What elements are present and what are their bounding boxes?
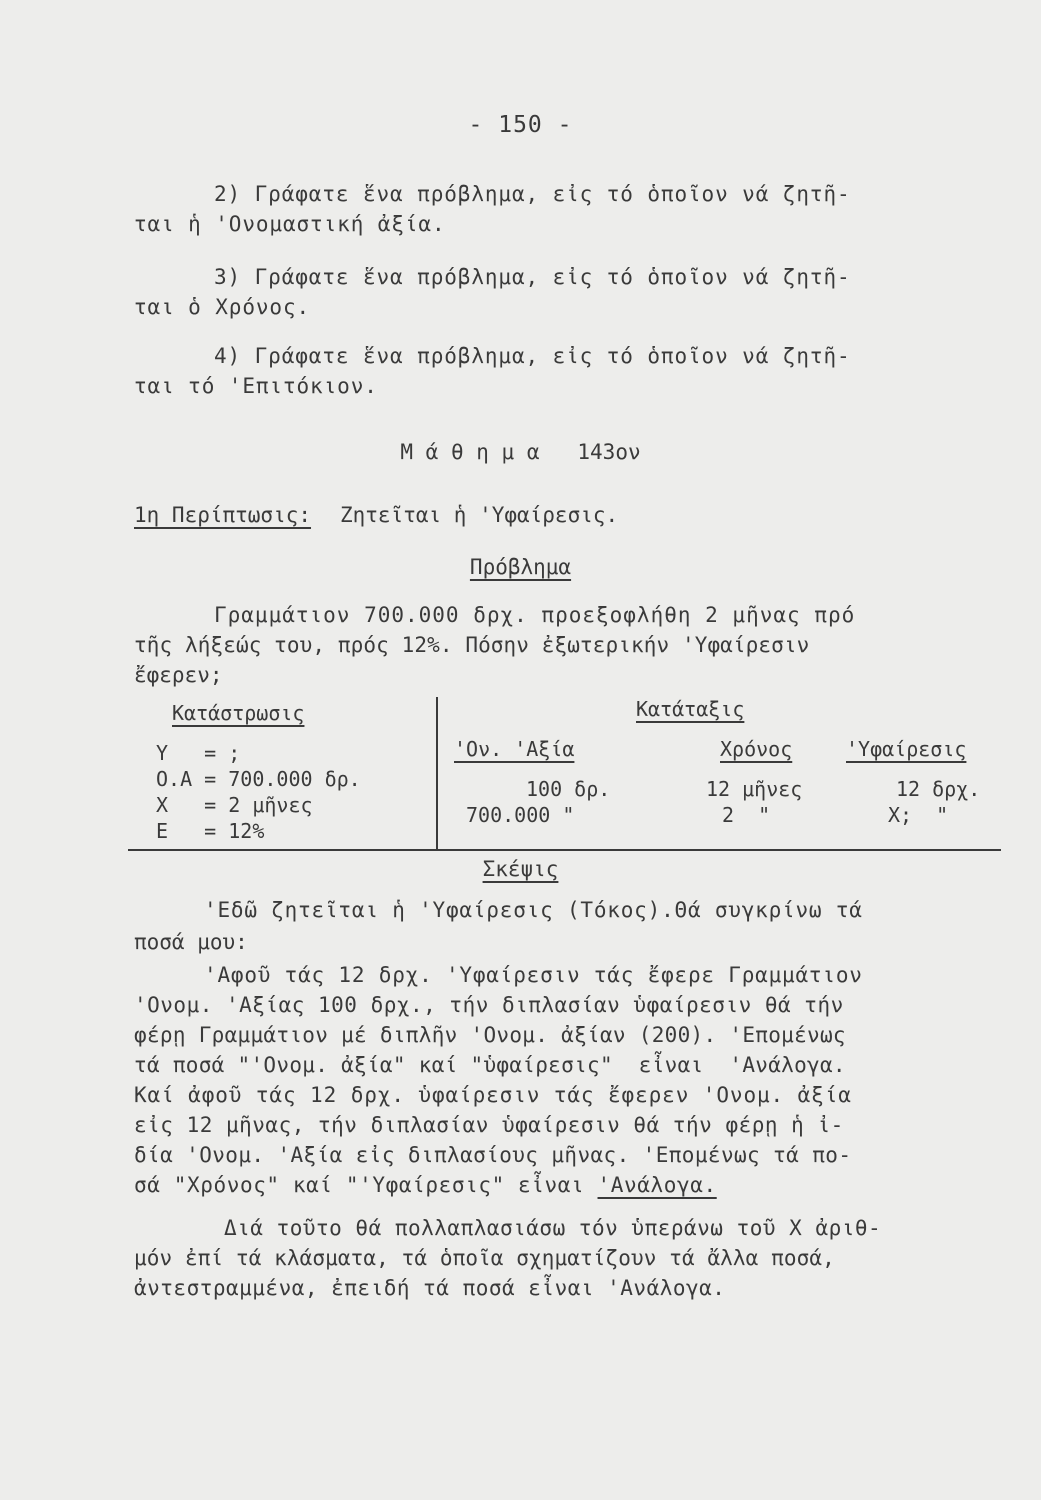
exercise-2-line-1: 2) Γράφατε ἕνα πρόβλημα, εἰς τό ὁποῖον νά ζητῆ- bbox=[214, 182, 851, 206]
thinking-line: 'Ονομ. 'Αξίας 100 δρχ., τήν διπλασίαν ὑφαίρεσιν θά τήν bbox=[134, 993, 844, 1017]
thinking-line: δία 'Ονομ. 'Αξία εἰς διπλασίους μῆνας. 'Επομένως τά πο- bbox=[134, 1143, 852, 1167]
problem-line: τῆς λήξεώς του, πρός 12%. Πόσην ἐξωτερικήν 'Υφαίρεσιν bbox=[134, 633, 810, 657]
column-header-discount: 'Υφαίρεσις bbox=[846, 737, 967, 761]
lesson-title: Μ ά θ η μ α 143ον bbox=[400, 440, 641, 464]
table-cell: 100 δρ. bbox=[526, 777, 611, 801]
thinking-line: εἰς 12 μῆνας, τήν διπλασίαν ὑφαίρεσιν θά τήν φέρῃ ἡ ἰ- bbox=[134, 1113, 844, 1137]
thinking-line: 'Εδῶ ζητεῖται ἡ 'Υφαίρεσις (Τόκος).Θά συγκρίνω τά bbox=[204, 898, 863, 922]
thinking-line-text: σά "Χρόνος" καί "'Υφαίρεσις" εἶναι bbox=[134, 1173, 598, 1197]
case-text: Ζητεῖται ἡ 'Υφαίρεσις. bbox=[340, 503, 619, 527]
exercise-4-line-2: ται τό 'Επιτόκιον. bbox=[134, 374, 378, 398]
setup-row: E = 12% bbox=[156, 819, 265, 843]
table-cell: X; " bbox=[888, 803, 949, 827]
thinking-line: Καί ἀφοῦ τάς 12 δρχ. ὑφαίρεσιν τάς ἔφερεν 'Ονομ. ἀξία bbox=[134, 1083, 852, 1107]
exercise-3-line-1: 3) Γράφατε ἕνα πρόβλημα, εἰς τό ὁποῖον νά ζητῆ- bbox=[214, 265, 851, 289]
exercise-4-line-1: 4) Γράφατε ἕνα πρόβλημα, εἰς τό ὁποῖον νά ζητῆ- bbox=[214, 344, 851, 368]
setup-header: Κατάστρωσις bbox=[172, 701, 305, 725]
problem-line: ἔφερεν; bbox=[134, 663, 223, 687]
table-cell: 700.000 " bbox=[466, 803, 575, 827]
table-cell: 12 μῆνες bbox=[706, 777, 803, 801]
thinking-line: ἀντεστραμμένα, ἐπειδή τά ποσά εἶναι 'Ανάλογα. bbox=[134, 1276, 726, 1300]
case-label: 1η Περίπτωσις: bbox=[134, 503, 312, 527]
table-cell: 2 " bbox=[722, 803, 771, 827]
column-header-time: Χρόνος bbox=[720, 737, 793, 761]
thinking-line bbox=[134, 1170, 717, 1200]
thinking-line: τά ποσά "'Ονομ. ἀξία" καί "ὑφαίρεσις" εἶναι 'Ανάλογα. bbox=[134, 1053, 846, 1077]
setup-row: X = 2 μῆνες bbox=[156, 793, 313, 817]
table-divider bbox=[436, 697, 438, 849]
column-header-face-value: 'Ον. 'Αξία bbox=[454, 737, 575, 761]
setup-row: Y = ; bbox=[156, 741, 241, 765]
data-table bbox=[128, 697, 1001, 851]
page-number: - 150 - bbox=[468, 112, 573, 138]
exercise-3-line-2: ται ὁ Χρόνος. bbox=[134, 295, 311, 319]
analogous-emphasis: 'Ανάλογα. bbox=[597, 1173, 717, 1197]
thinking-line: ποσά μου: bbox=[134, 930, 248, 954]
setup-row: O.A = 700.000 δρ. bbox=[156, 767, 361, 791]
problem-line: Γραμμάτιον 700.000 δρχ. προεξοφλήθη 2 μῆνας πρό bbox=[214, 603, 856, 627]
thinking-line: φέρῃ Γραμμάτιον μέ διπλῆν 'Ονομ. ἀξίαν (200). 'Επομένως bbox=[134, 1023, 846, 1047]
problem-title: Πρόβλημα bbox=[469, 555, 572, 579]
arrangement-header: Κατάταξις bbox=[636, 697, 745, 721]
thinking-line: μόν ἐπί τά κλάσματα, τά ὁποῖα σχηματίζουν τά ἄλλα ποσά, bbox=[134, 1246, 835, 1270]
thinking-line: Διά τοῦτο θά πολλαπλασιάσω τόν ὑπεράνω τοῦ Χ ἀριθ- bbox=[224, 1216, 882, 1240]
table-cell: 12 δρχ. bbox=[896, 777, 981, 801]
exercise-2-line-2: ται ἡ 'Ονομαστική ἀξία. bbox=[134, 212, 446, 236]
thinking-line: 'Αφοῦ τάς 12 δρχ. 'Υφαίρεσιν τάς ἔφερε Γραμμάτιον bbox=[204, 963, 863, 987]
thinking-title: Σκέψις bbox=[482, 857, 559, 881]
